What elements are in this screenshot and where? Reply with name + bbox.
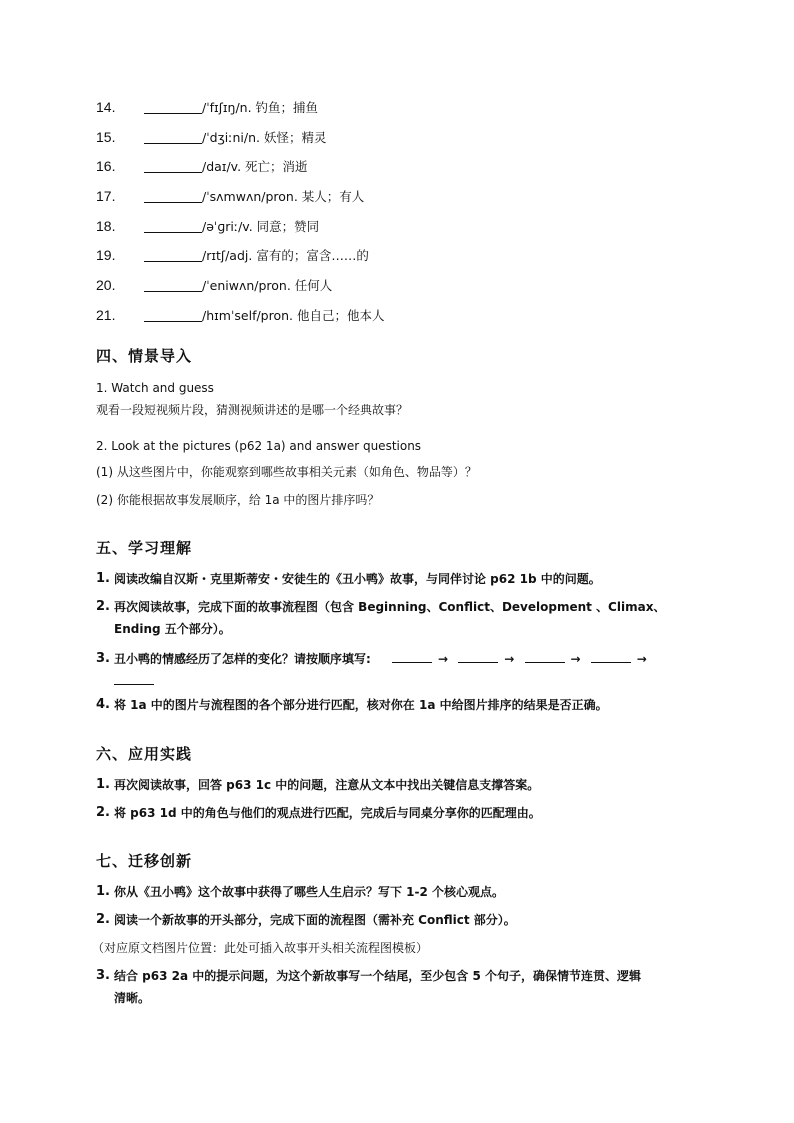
answer-blank[interactable] [114,672,154,685]
section-transfer-innovation [92,850,696,1009]
question: (2) 你能根据故事发展顺序，给 1a 中的图片排序吗？ [96,493,380,507]
item-text: 阅读改编自汉斯・克里斯蒂安・安徒生的《丑小鸭》故事，与同伴讨论 p62 1b 中的问题。 [114,572,601,586]
item-number: 2. [96,805,110,820]
answer-blank[interactable] [458,650,498,663]
item-text-line: 结合 p63 2a 中的提示问题，为这个新故事写一个结尾，至少包含 5 个句子，确保情节连贯、逻辑 [114,969,641,983]
task-item [96,596,696,640]
item-text-line: 再次阅读故事，完成下面的故事流程图（包含 Beginning、Conflict、Development 、Climax、 [114,600,666,614]
vocab-number: 15. [96,128,116,145]
vocab-item [96,240,716,270]
vocab-number: 17. [96,187,116,204]
task-item [96,568,696,590]
item-number: 3. [96,968,110,983]
section-heading: 七、迁移创新 [96,852,193,870]
vocab-item [96,300,716,330]
item-text: 将 1a 中的图片与流程图的各个部分进行匹配，核对你在 1a 中给图片排序的结果是否正确。 [114,698,608,712]
item-text: 你从《丑小鸭》这个故事中获得了哪些人生启示？写下 1-2 个核心观点。 [114,885,505,899]
answer-blank[interactable] [144,159,202,173]
answer-blank[interactable] [144,100,202,114]
item-number: 1. [96,571,110,586]
item-text-block [114,965,696,1009]
item-text: 丑小鸭的情感经历了怎样的变化？请按顺序填写: [114,652,371,666]
question: (1) 从这些图片中，你能观察到哪些故事相关元素（如角色、物品等）？ [96,465,477,479]
vocab-item [96,92,716,122]
vocab-item [96,122,716,152]
vocab-number: 21. [96,306,116,323]
vocab-number: 14. [96,98,116,115]
answer-blank[interactable] [144,278,202,292]
task-item [96,694,696,716]
item-number: 1. [96,777,110,792]
vocab-definition: /daɪ/v. 死亡；消逝 [202,159,308,175]
vocab-definition: /ˈfɪʃɪŋ/n. 钓鱼；捕鱼 [202,99,319,115]
item-number: 4. [96,697,110,712]
emotion-sequence [114,648,696,692]
vocab-item [96,270,716,300]
answer-blank[interactable] [144,248,202,262]
task-item [96,802,696,824]
vocab-number: 18. [96,217,116,234]
item-text: 将 p63 1d 中的角色与他们的观点进行匹配，完成后与同桌分享你的匹配理由。 [114,806,541,820]
vocab-definition: /hɪmˈself/pron. 他自己；他本人 [202,307,385,323]
item-number: 2. [96,599,110,614]
task-item: 1. Watch and guess [96,381,214,395]
task-item [96,774,696,796]
vocab-definition: /əˈɡriː/v. 同意；赞同 [202,218,320,234]
section-scenario-intro [96,345,696,511]
answer-blank[interactable] [525,650,565,663]
vocab-definition: /ˈdʒiːni/n. 妖怪；精灵 [202,129,327,145]
item-number: 1. [96,884,110,899]
vocab-number: 16. [96,158,116,175]
arrow-right-icon: → [570,652,581,666]
task-item [96,909,696,931]
section-application-practice [96,743,696,824]
image-placeholder-note: （对应原文档图片位置：此处可插入故事开头相关流程图模板） [92,941,429,955]
item-text-line: Ending 五个部分）。 [114,622,231,636]
item-text: 阅读一个新故事的开头部分，完成下面的流程图（需补充 Conflict 部分）。 [114,913,516,927]
vocab-definition: /ˈeniwʌn/pron. 任何人 [202,277,333,293]
item-text-line: 清晰。 [114,991,151,1005]
section-learning-understanding [96,537,696,716]
vocab-definition: /ˈsʌmwʌn/pron. 某人；有人 [202,188,365,204]
answer-blank[interactable] [144,308,202,322]
task-item: 2. Look at the pictures (p62 1a) and answer questions [96,439,422,453]
item-text: 再次阅读故事，回答 p63 1c 中的问题，注意从文本中找出关键信息支撑答案。 [114,778,540,792]
task-item [96,881,696,903]
answer-blank[interactable] [144,219,202,233]
answer-blank[interactable] [392,650,432,663]
item-number: 2. [96,912,110,927]
section-heading: 五、学习理解 [96,539,193,557]
answer-blank[interactable] [144,130,202,144]
answer-blank[interactable] [591,650,631,663]
vocab-item [96,211,716,241]
section-heading: 四、情景导入 [96,347,193,365]
vocab-number: 20. [96,276,116,293]
task-item [96,965,696,1009]
answer-blank[interactable] [144,189,202,203]
arrow-right-icon: → [504,652,515,666]
task-description: 观看一段短视频片段，猜测视频讲述的是哪一个经典故事？ [96,403,409,417]
arrow-right-icon: → [438,652,449,666]
vocab-definition: /rɪtʃ/adj. 富有的；富含……的 [202,248,369,264]
vocab-item [96,151,716,181]
vocabulary-list [96,92,716,330]
vocab-item [96,181,716,211]
item-number: 3. [96,651,110,666]
vocab-number: 19. [96,247,116,264]
section-heading: 六、应用实践 [96,745,193,763]
task-item [96,648,696,692]
item-text-block [114,596,696,640]
arrow-right-icon: → [636,652,647,666]
